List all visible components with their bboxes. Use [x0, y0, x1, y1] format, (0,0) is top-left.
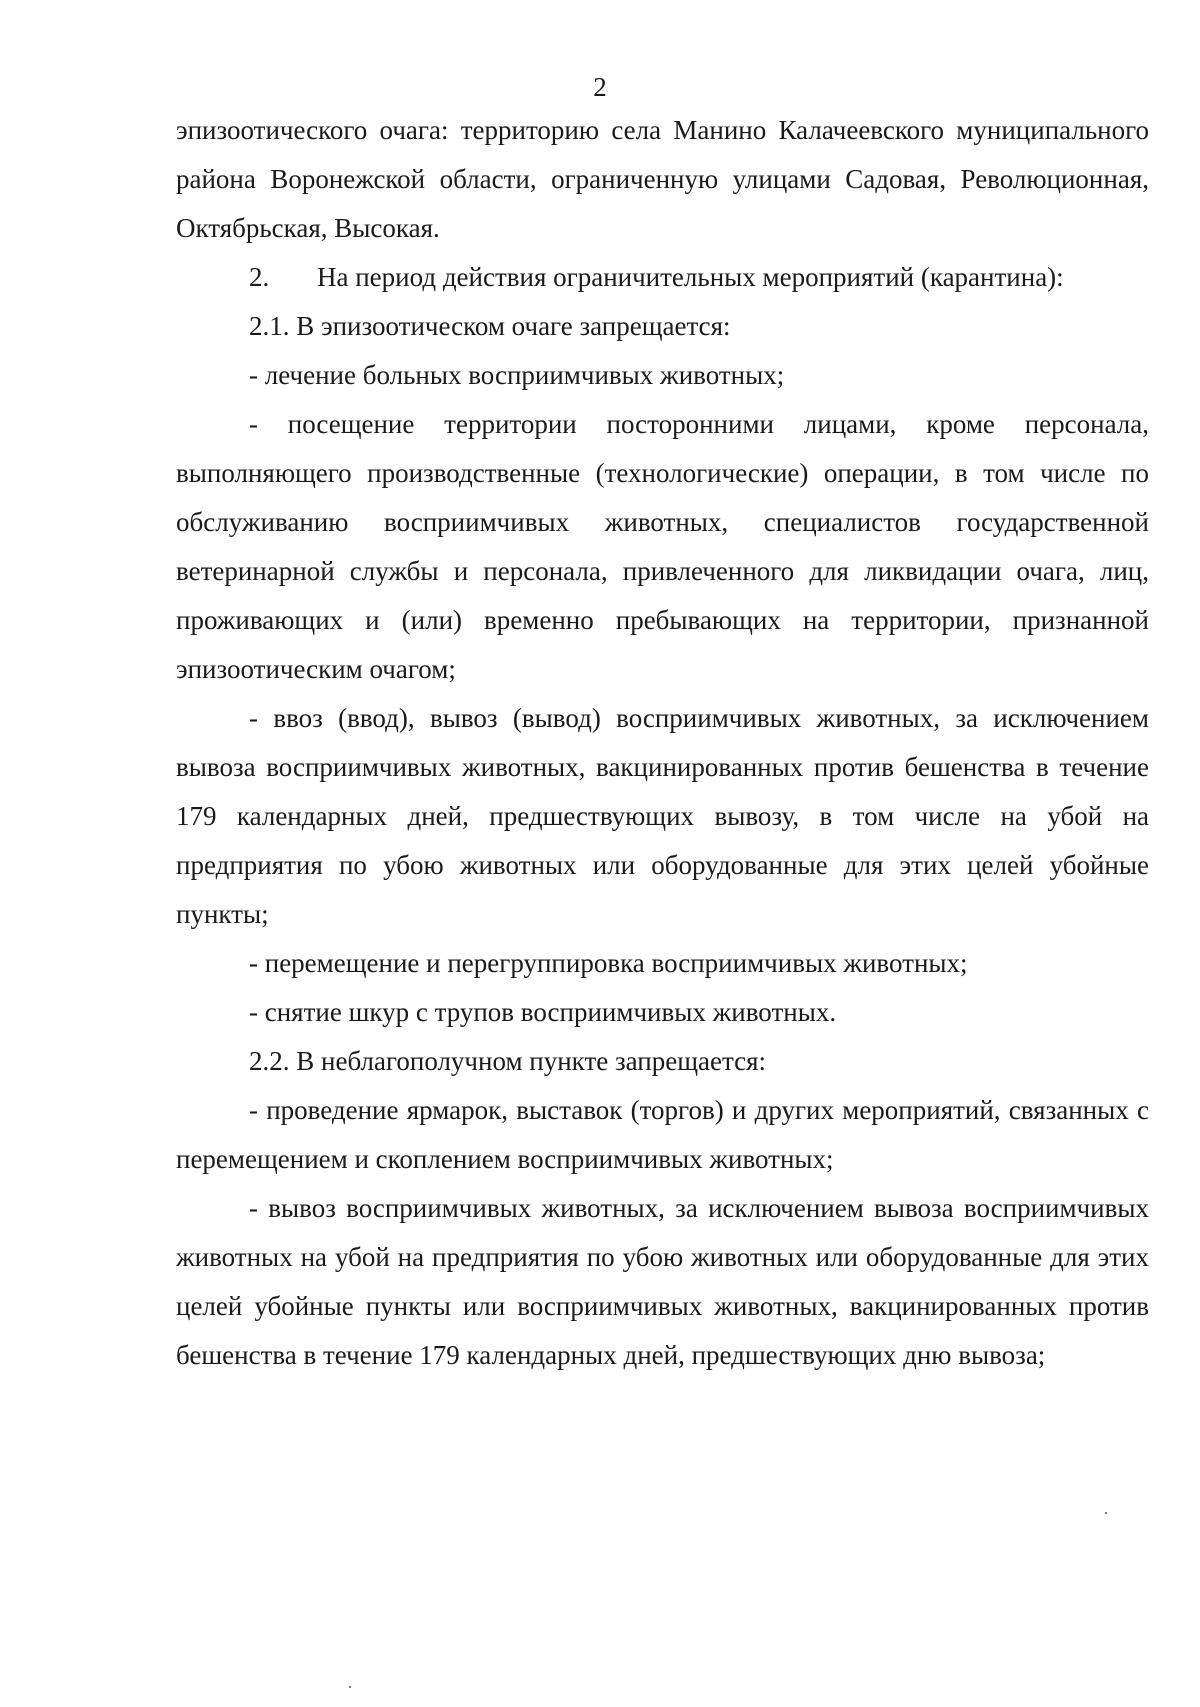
list-item-visiting: - посещение территории посторонними лицами, кроме персонала, выполняющего производственные (технологические) операции, в том числе по обслуживанию восприимчивых животных, специалистов государственной ветеринарной службы и персонала, привлеченного для ликвидации очага, лиц, проживающих и (или) временно пребывающих на территории, признанной эпизоотическим очагом;	[176, 409, 1149, 684]
paragraph-subsection-2-1: 2.1. В эпизоотическом очаге запрещается:	[249, 311, 731, 341]
scan-speck	[349, 1686, 351, 1688]
list-item-skinning: - снятие шкур с трупов восприимчивых животных.	[249, 997, 837, 1027]
section-number: 2.	[249, 262, 270, 292]
list-item-removal: - вывоз восприимчивых животных, за исключением вывоза восприимчивых животных на убой на предприятия по убою животных или оборудованные для этих целей убойные пункты или восприимчивых животных, вакцинированных против бешенства в течение 179 календарных дней, предшествующих дню вывоза;	[176, 1193, 1149, 1370]
list-item-treatment: - лечение больных восприимчивых животных;	[249, 360, 785, 390]
list-item-regrouping: - перемещение и перегруппировка восприимчивых животных;	[249, 948, 968, 978]
document-body	[176, 106, 1149, 1380]
section-heading: На период действия ограничительных мероприятий (карантина):	[317, 262, 1064, 292]
paragraph-focus-territory: эпизоотического очага: территорию села Манино Калачеевского муниципального района Воронежской области, ограниченную улицами Садовая, Революционная, Октябрьская, Высокая.	[176, 115, 1149, 243]
page-number: 2	[593, 72, 607, 102]
scan-speck	[1105, 1512, 1107, 1514]
list-item-import-export: - ввоз (ввод), вывоз (вывод) восприимчивых животных, за исключением вывоза восприимчивых животных, вакцинированных против бешенства в течение 179 календарных дней, предшествующих вывозу, в том числе на убой на предприятия по убою животных или оборудованные для этих целей убойные пункты;	[176, 703, 1149, 929]
paragraph-section-2	[176, 253, 1149, 302]
paragraph-subsection-2-2: 2.2. В неблагополучном пункте запрещается:	[249, 1046, 766, 1076]
list-item-fairs: - проведение ярмарок, выставок (торгов) и других мероприятий, связанных с перемещением и скоплением восприимчивых животных;	[176, 1095, 1149, 1174]
